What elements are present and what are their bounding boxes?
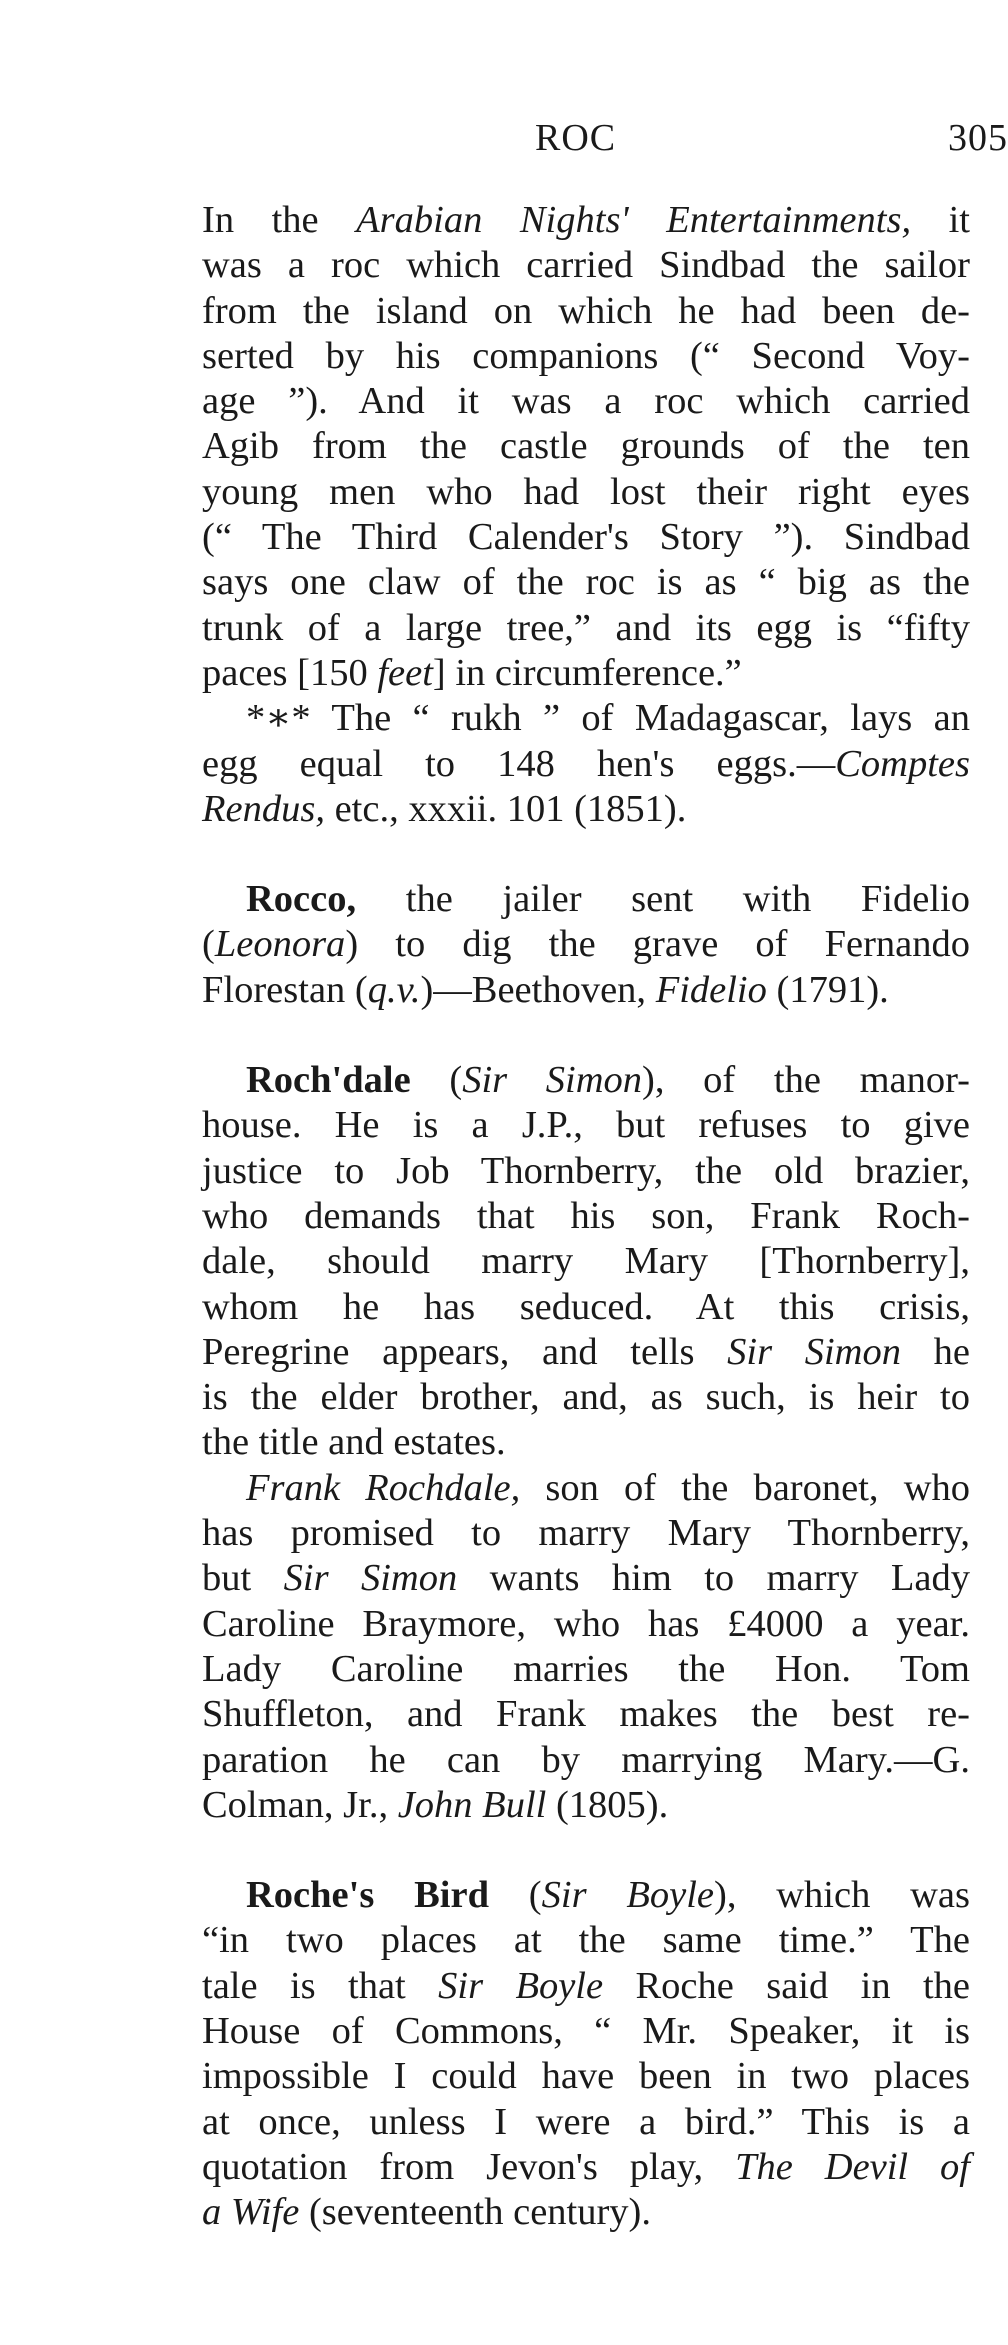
text-line: has promised to marry Mary Thornberry, [202, 1512, 970, 1555]
text-line: is the elder brother, and, as such, is heir to [202, 1376, 970, 1419]
entry-gap [202, 1828, 970, 1873]
entry-roc-continued [202, 198, 970, 832]
text-line: whom he has seduced. At this crisis, [202, 1285, 970, 1328]
text-line: Colman, Jr., John Bull (1805). [202, 1783, 669, 1826]
running-title: ROC [535, 117, 617, 159]
text-line: paration he can by marrying Mary.—G. [202, 1738, 970, 1781]
text-line: justice to Job Thornberry, the old brazier, [202, 1149, 970, 1192]
page-number: 305 [948, 117, 1008, 159]
headword-line: Roche's Bird (Sir Boyle), which was [246, 1874, 970, 1917]
text-line: the title and estates. [202, 1421, 506, 1464]
entry-rocco [202, 877, 970, 1013]
entry-gap [202, 1013, 970, 1058]
text-line: house. He is a J.P., but refuses to give [202, 1104, 970, 1147]
note-line: *∗* The “ rukh ” of Madagascar, lays an [246, 697, 970, 740]
text-line: (“ The Third Calender's Story ”). Sindbad [202, 516, 970, 559]
text-line: (Leonora) to dig the grave of Fernando [202, 923, 970, 966]
text-line: Peregrine appears, and tells Sir Simon he [202, 1330, 970, 1373]
text-line: who demands that his son, Frank Roch- [202, 1194, 970, 1237]
text-line: age ”). And it was a roc which carried [202, 380, 970, 423]
note-line: Rendus, etc., xxxii. 101 (1851). [202, 787, 687, 830]
text-line: Caroline Braymore, who has £4000 a year. [202, 1602, 970, 1645]
text-line: trunk of a large tree,” and its egg is “fifty [202, 606, 970, 649]
running-head [0, 116, 1008, 166]
text-line: House of Commons, “ Mr. Speaker, it is [202, 2009, 970, 2052]
text-line: at once, unless I were a bird.” This is a [202, 2100, 970, 2143]
text-line: dale, should marry Mary [Thornberry], [202, 1240, 970, 1283]
text-line: Shuffleton, and Frank makes the best re- [202, 1693, 970, 1736]
text-line: Lady Caroline marries the Hon. Tom [202, 1647, 970, 1690]
text-line: paces [150 feet] in circumference.” [202, 651, 742, 694]
entry-rochdale [202, 1058, 970, 1828]
note-line: egg equal to 148 hen's eggs.—Comptes [202, 742, 970, 785]
text-line: from the island on which he had been de- [202, 289, 970, 332]
text-line: was a roc which carried Sindbad the sailor [202, 244, 970, 287]
text-line: Agib from the castle grounds of the ten [202, 425, 970, 468]
text-line: quotation from Jevon's play, The Devil of [202, 2145, 970, 2188]
text-line: but Sir Simon wants him to marry Lady [202, 1557, 971, 1600]
text-line: serted by his companions (“ Second Voy- [202, 334, 970, 377]
text-line: Florestan (q.v.)—Beethoven, Fidelio (1791). [202, 968, 889, 1011]
entry-roches-bird [202, 1873, 970, 2235]
entry-gap [202, 832, 970, 877]
text-line: says one claw of the roc is as “ big as the [202, 561, 970, 604]
text-line: a Wife (seventeenth century). [202, 2191, 652, 2234]
dictionary-text [202, 198, 970, 2235]
text-line: young men who had lost their right eyes [202, 470, 970, 513]
text-line: tale is that Sir Boyle Roche said in the [202, 1964, 971, 2007]
text-line: “in two places at the same time.” The [202, 1919, 970, 1962]
headword-line: Roch'dale (Sir Simon), of the manor- [246, 1059, 970, 1102]
text-line: Frank Rochdale, son of the baronet, who [246, 1466, 970, 1509]
headword-line: Rocco, the jailer sent with Fidelio [246, 878, 970, 921]
text-line: In the Arabian Nights' Entertainments, it [202, 199, 970, 241]
text-line: impossible I could have been in two places [202, 2055, 970, 2098]
